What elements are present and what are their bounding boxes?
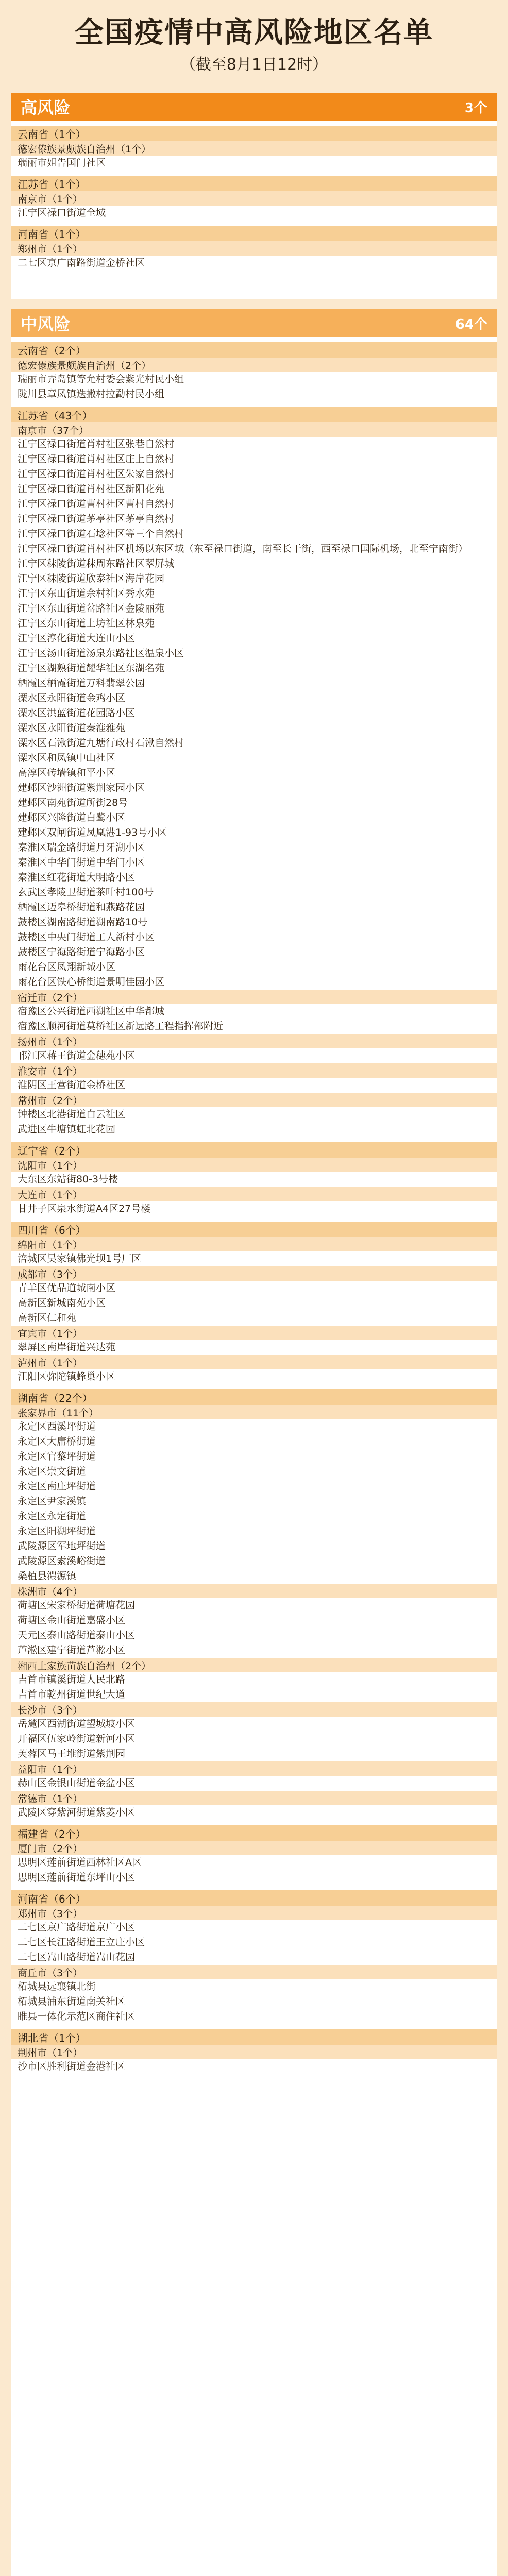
- area-entry: 邗江区蒋王街道金穗苑小区: [18, 1050, 136, 1061]
- city-header: 郑州市（3个）: [11, 1906, 497, 1920]
- area-entry: 睢县一体化示范区商住社区: [18, 2011, 136, 2022]
- area-entry: 江宁区东山街道岔路社区金陵丽苑: [18, 603, 165, 614]
- mid-risk-count: 64个: [455, 316, 487, 332]
- area-entry: 秦淮区红花街道大明路小区: [18, 872, 136, 883]
- area-entry: 柘城县浦东街道南关社区: [18, 1996, 126, 2007]
- area-entry: 二七区长江路街道王立庄小区: [18, 1937, 145, 1948]
- area-entry: 江宁区禄口街道全域: [18, 207, 106, 218]
- area-entry: 天元区泰山路街道泰山小区: [18, 1630, 136, 1641]
- area-entry: 柘城县远襄镇北街: [18, 1981, 96, 1992]
- area-entry: 溧水区洪蓝街道花园路小区: [18, 707, 136, 719]
- area-entry: 宿豫区公兴街道西湖社区中华都城: [18, 1006, 165, 1017]
- province-header: 湖北省（1个）: [11, 2029, 497, 2045]
- area-entry: 栖霞区栖霞街道万科翡翠公园: [18, 677, 145, 689]
- area-entry: 建邺区兴隆街道白鹭小区: [18, 812, 126, 823]
- area-entry: 二七区京广南路街道金桥社区: [18, 257, 145, 268]
- area-entry: 溧水区永阳街道秦淮雅苑: [18, 722, 126, 734]
- area-entry: 江阳区弥陀镇蜂巢小区: [18, 1371, 116, 1382]
- city-header: 长沙市（3个）: [11, 1702, 497, 1717]
- area-entry: 雨花台区铁心桥街道景明佳园小区: [18, 976, 165, 988]
- city-header: 常德市（1个）: [11, 1791, 497, 1805]
- area-entry: 二七区嵩山路街道嵩山花园: [18, 1952, 136, 1963]
- area-entry: 赫山区金银山街道金盆小区: [18, 1777, 136, 1789]
- area-entry: 江宁区禄口街道茅亭社区茅亭自然村: [18, 513, 175, 524]
- area-entry: 溧水区和凤镇中山社区: [18, 752, 116, 764]
- area-entry: 江宁区禄口街道肖村社区机场以东区域（东至禄口街道，南至长干街，西至禄口国际机场，北至宁南街）: [18, 543, 468, 554]
- city-header: 常州市（2个）: [11, 1093, 497, 1107]
- city-header: 株洲市（4个）: [11, 1584, 497, 1598]
- province-header: 河南省（6个）: [11, 1890, 497, 1906]
- city-header: 泸州市（1个）: [11, 1355, 497, 1369]
- high-risk-label: 高风险: [21, 98, 71, 117]
- province-header: 福建省（2个）: [11, 1825, 497, 1841]
- area-entry: 江宁区东山街道佘村社区秀水苑: [18, 588, 155, 599]
- area-entry: 思明区莲前街道西林社区A区: [18, 1857, 142, 1868]
- city-header: 张家界市（11个）: [11, 1405, 497, 1419]
- page-subtitle: （截至8月1日12时）: [180, 56, 328, 74]
- province-header: 河南省（1个）: [11, 226, 497, 241]
- area-entry: 淮阴区王营街道金桥社区: [18, 1079, 126, 1091]
- city-header: 湘西土家族苗族自治州（2个）: [11, 1658, 497, 1672]
- city-header: 宜宾市（1个）: [11, 1326, 497, 1340]
- city-header: 厦门市（2个）: [11, 1841, 497, 1855]
- area-entry: 翠屏区南岸街道兴达苑: [18, 1342, 116, 1353]
- area-entry: 江宁区汤山街道汤泉东路社区温泉小区: [18, 648, 184, 659]
- area-entry: 宿豫区顺河街道莫桥社区新远路工程指挥部附近: [18, 1021, 224, 1032]
- area-entry: 永定区官黎坪街道: [18, 1451, 96, 1462]
- mid-risk-label: 中风险: [21, 314, 71, 334]
- high-risk-count: 3个: [464, 100, 487, 116]
- mid-risk-section: [11, 309, 497, 2576]
- area-entry: 吉首市镇溪街道人民北路: [18, 1674, 126, 1685]
- province-header: 江苏省（43个）: [11, 407, 497, 422]
- city-header: 商丘市（3个）: [11, 1965, 497, 1979]
- area-entry: 栖霞区迈皋桥街道和燕路花园: [18, 902, 145, 913]
- area-entry: 永定区崇文街道: [18, 1466, 87, 1477]
- area-entry: 江宁区禄口街道肖村社区张巷自然村: [18, 438, 175, 450]
- city-header: 宿迁市（2个）: [11, 990, 497, 1004]
- area-entry: 永定区大庸桥街道: [18, 1436, 96, 1447]
- high-risk-bar: [11, 93, 497, 121]
- area-entry: 鼓楼区湖南路街道湖南路10号: [18, 917, 148, 928]
- area-entry: 高新区仁和苑: [18, 1312, 77, 1324]
- area-entry: 秦淮区瑞金路街道月牙湖小区: [18, 842, 145, 853]
- area-entry: 鼓楼区中央门街道工人新村小区: [18, 931, 155, 943]
- area-entry: 建邺区南苑街道所街28号: [18, 797, 128, 808]
- area-entry: 思明区莲前街道东坪山小区: [18, 1872, 136, 1883]
- area-entry: 永定区尹家溪镇: [18, 1496, 87, 1507]
- area-entry: 甘井子区泉水街道A4区27号楼: [18, 1203, 151, 1214]
- area-entry: 武陵源区军地坪街道: [18, 1540, 106, 1552]
- area-entry: 江宁区禄口街道肖村社区庄上自然村: [18, 453, 175, 465]
- city-header: 绵阳市（1个）: [11, 1237, 497, 1251]
- area-entry: 桑植县澧源镇: [18, 1570, 77, 1582]
- area-entry: 溧水区石湫街道九塘行政村石湫自然村: [18, 737, 184, 749]
- area-entry: 溧水区永阳街道金鸡小区: [18, 692, 126, 704]
- area-entry: 永定区西溪坪街道: [18, 1421, 96, 1432]
- page-title: 全国疫情中高风险地区名单: [75, 16, 433, 49]
- area-entry: 沙市区胜利街道金港社区: [18, 2061, 126, 2072]
- city-header: 扬州市（1个）: [11, 1034, 497, 1048]
- area-entry: 武陵区穿紫河街道紫菱小区: [18, 1807, 136, 1818]
- area-entry: 涪城区吴家镇佛光坝1号厂区: [18, 1253, 142, 1264]
- province-header: 辽宁省（2个）: [11, 1142, 497, 1158]
- area-entry: 秦淮区中华门街道中华门小区: [18, 857, 145, 868]
- area-entry: 江宁区禄口街道石埝社区等三个自然村: [18, 528, 184, 539]
- area-entry: 吉首市乾州街道世纪大道: [18, 1689, 126, 1700]
- area-entry: 永定区阳湖坪街道: [18, 1526, 96, 1537]
- area-entry: 高淳区砖墙镇和平小区: [18, 767, 116, 778]
- header: [11, 0, 497, 93]
- area-entry: 鼓楼区宁海路街道宁海路小区: [18, 946, 145, 958]
- area-entry: 雨花台区凤翔新城小区: [18, 961, 116, 973]
- area-entry: 芦淞区建宁街道芦淞小区: [18, 1645, 126, 1656]
- city-header: 德宏傣族景颇族自治州（1个）: [11, 141, 497, 156]
- area-entry: 江宁区东山街道上坊社区林泉苑: [18, 618, 155, 629]
- province-header: 江苏省（1个）: [11, 176, 497, 191]
- area-entry: 建邺区沙洲街道紫荆家园小区: [18, 782, 145, 793]
- area-entry: 开福区伍家岭街道新河小区: [18, 1733, 136, 1744]
- area-entry: 高新区新城南苑小区: [18, 1297, 106, 1309]
- area-entry: 钟楼区北港街道白云社区: [18, 1109, 126, 1120]
- area-entry: 永定区南庄坪街道: [18, 1481, 96, 1492]
- area-entry: 江宁区禄口街道肖村社区新阳花苑: [18, 483, 165, 495]
- city-header: 荆州市（1个）: [11, 2045, 497, 2059]
- city-header: 益阳市（1个）: [11, 1761, 497, 1776]
- area-entry: 江宁区禄口街道曹村社区曹村自然村: [18, 498, 175, 510]
- area-entry: 江宁区秣陵街道欣泰社区海岸花园: [18, 573, 165, 584]
- area-entry: 青羊区优品道城南小区: [18, 1282, 116, 1294]
- area-entry: 武进区牛塘镇虹北花园: [18, 1124, 116, 1135]
- area-entry: 玄武区孝陵卫街道茶叶村100号: [18, 887, 154, 898]
- area-entry: 岳麓区西湖街道望城坡小区: [18, 1718, 136, 1730]
- city-header: 成都市（3个）: [11, 1266, 497, 1281]
- mid-risk-bar: [11, 309, 497, 337]
- area-entry: 大东区东站街80-3号楼: [18, 1174, 118, 1185]
- area-entry: 荷塘区宋家桥街道荷塘花园: [18, 1600, 136, 1611]
- city-header: 德宏傣族景颇族自治州（2个）: [11, 358, 497, 372]
- area-entry: 永定区永定街道: [18, 1511, 87, 1522]
- area-entry: 武陵源区索溪峪街道: [18, 1555, 106, 1567]
- province-header: 四川省（6个）: [11, 1222, 497, 1237]
- area-entry: 芙蓉区马王堆街道紫荆园: [18, 1748, 126, 1759]
- area-entry: 荷塘区金山街道嘉盛小区: [18, 1615, 126, 1626]
- city-header: 淮安市（1个）: [11, 1063, 497, 1078]
- area-entry: 江宁区禄口街道肖村社区朱家自然村: [18, 468, 175, 480]
- area-entry: 陇川县章凤镇迭撒村拉勐村民小组: [18, 388, 165, 400]
- area-entry: 江宁区淳化街道大连山小区: [18, 633, 136, 644]
- province-header: 云南省（1个）: [11, 126, 497, 141]
- high-risk-section: [11, 93, 497, 299]
- area-entry: 江宁区湖熟街道耀华社区东湖名苑: [18, 663, 165, 674]
- area-entry: 建邺区双闸街道凤凰港1-93号小区: [18, 827, 167, 838]
- mid-risk-list: [11, 342, 497, 2074]
- area-entry: 二七区京广路街道京广小区: [18, 1922, 136, 1933]
- city-header: 郑州市（1个）: [11, 241, 497, 256]
- province-header: 云南省（2个）: [11, 342, 497, 358]
- area-entry: 瑞丽市姐告国门社区: [18, 157, 106, 168]
- city-header: 南京市（37个）: [11, 422, 497, 437]
- city-header: 南京市（1个）: [11, 191, 497, 206]
- province-header: 湖南省（22个）: [11, 1389, 497, 1405]
- city-header: 大连市（1个）: [11, 1187, 497, 1201]
- city-header: 沈阳市（1个）: [11, 1158, 497, 1172]
- area-entry: 江宁区秣陵街道秣周东路社区翠屏城: [18, 558, 175, 569]
- high-risk-list: [11, 126, 497, 270]
- area-entry: 瑞丽市弄岛镇等允村委会紫光村民小组: [18, 374, 184, 385]
